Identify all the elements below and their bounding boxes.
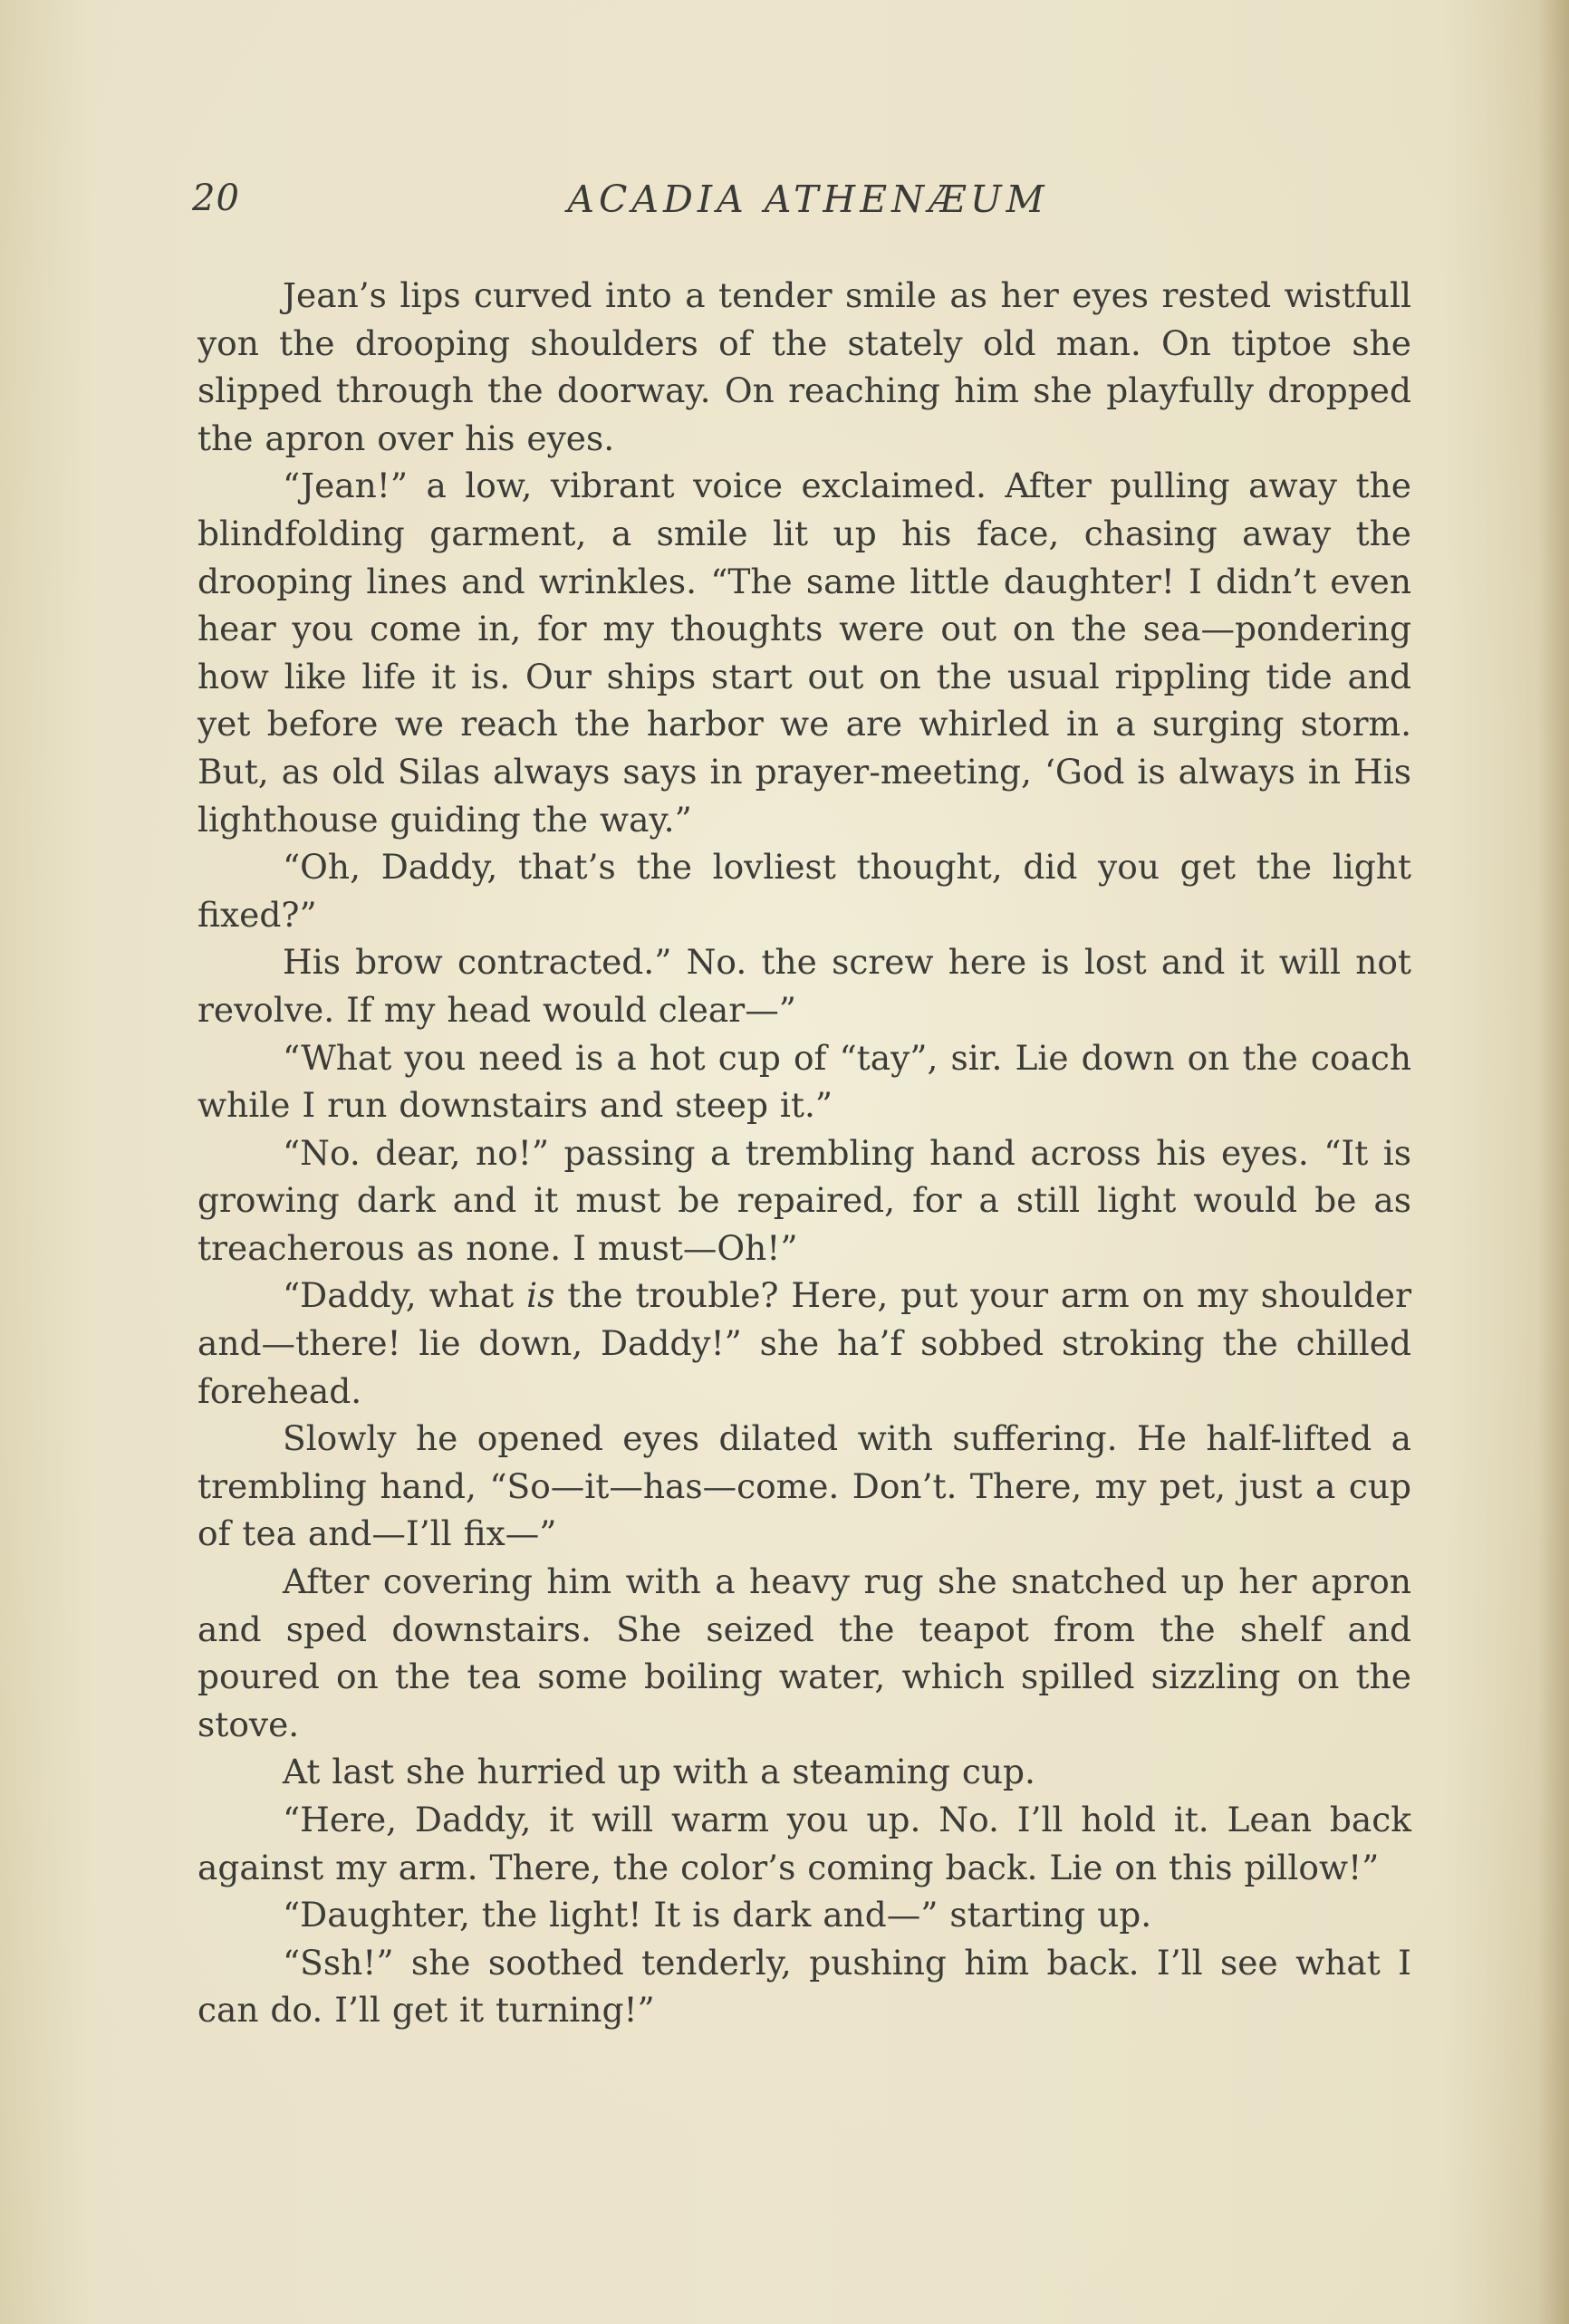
paragraph: Jean’s lips curved into a tender smile as her eyes rested wistfull yon the drooping shoulders of the stately old man. On tiptoe she slipped through the doorway. On reaching him she playfully dropped the apron over his eyes. [197,275,1411,458]
page-number: 20 [192,178,240,219]
story-text [197,272,1411,2034]
paragraph: At last she hurried up with a steaming cup. [283,1752,1035,1792]
paragraph: “What you need is a hot cup of “tay”, sir. Lie down on the coach while I run downstairs and steep it.” [197,1037,1411,1126]
paragraph: “Oh, Daddy, that’s the lovliest thought, did you get the light fixed?” [197,847,1411,935]
paragraph: “Jean!” a low, vibrant voice exclaimed. After pulling away the blindfolding garment, a smile lit up his face, chasing away the drooping lines and wrinkles. “The same little daughter! I didn’t even hear you come in, for my thoughts were out on the sea—pondering how like life it is. Our ships start out on the usual rippling tide and yet before we reach the harbor we are whirled in a surging storm. But, as old Silas always says in prayer-meeting, ‘God is always in His lighthouse guiding the way.” [197,466,1411,840]
paragraph-text: the trouble? Here, put your arm on my shoulder and—there! lie down, Daddy!” she ha’f sobbed stroking the chilled forehead. [197,1275,1411,1411]
paragraph: After covering him with a heavy rug she snatched up her apron and sped downstairs. She seized the teapot from the shelf and poured on the tea some boiling water, which spilled sizzling on the stove. [197,1561,1411,1744]
paragraph: His brow contracted.” No. the screw here is lost and it will not revolve. If my head would clear—” [197,942,1411,1030]
page-edge-shadow [1538,0,1569,2324]
paragraph: “Daughter, the light! It is dark and—” starting up. [283,1895,1152,1935]
paragraph [197,1272,1411,1415]
paragraph: Slowly he opened eyes dilated with suffering. He half-lifted a trembling hand, “So—it—has—come. Don’t. There, my pet, just a cup of tea and—I’ll fix—” [197,1418,1411,1554]
emphasized-word: is [526,1275,555,1316]
paragraph: “No. dear, no!” passing a trembling hand across his eyes. “It is growing dark and it must be repaired, for a still light would be as treacherous as none. I must—Oh!” [197,1132,1411,1268]
running-title: ACADIA ATHENÆUM [567,178,1049,221]
page-header [192,178,1424,232]
paragraph: “Here, Daddy, it will warm you up. No. I’ll hold it. Lean back against my arm. There, the color’s coming back. Lie on this pillow!” [197,1800,1411,1887]
paragraph: “Ssh!” she soothed tenderly, pushing him back. I’ll see what I can do. I’ll get it turning!” [197,1942,1411,2031]
paragraph-text: “Daddy, what [283,1275,527,1316]
